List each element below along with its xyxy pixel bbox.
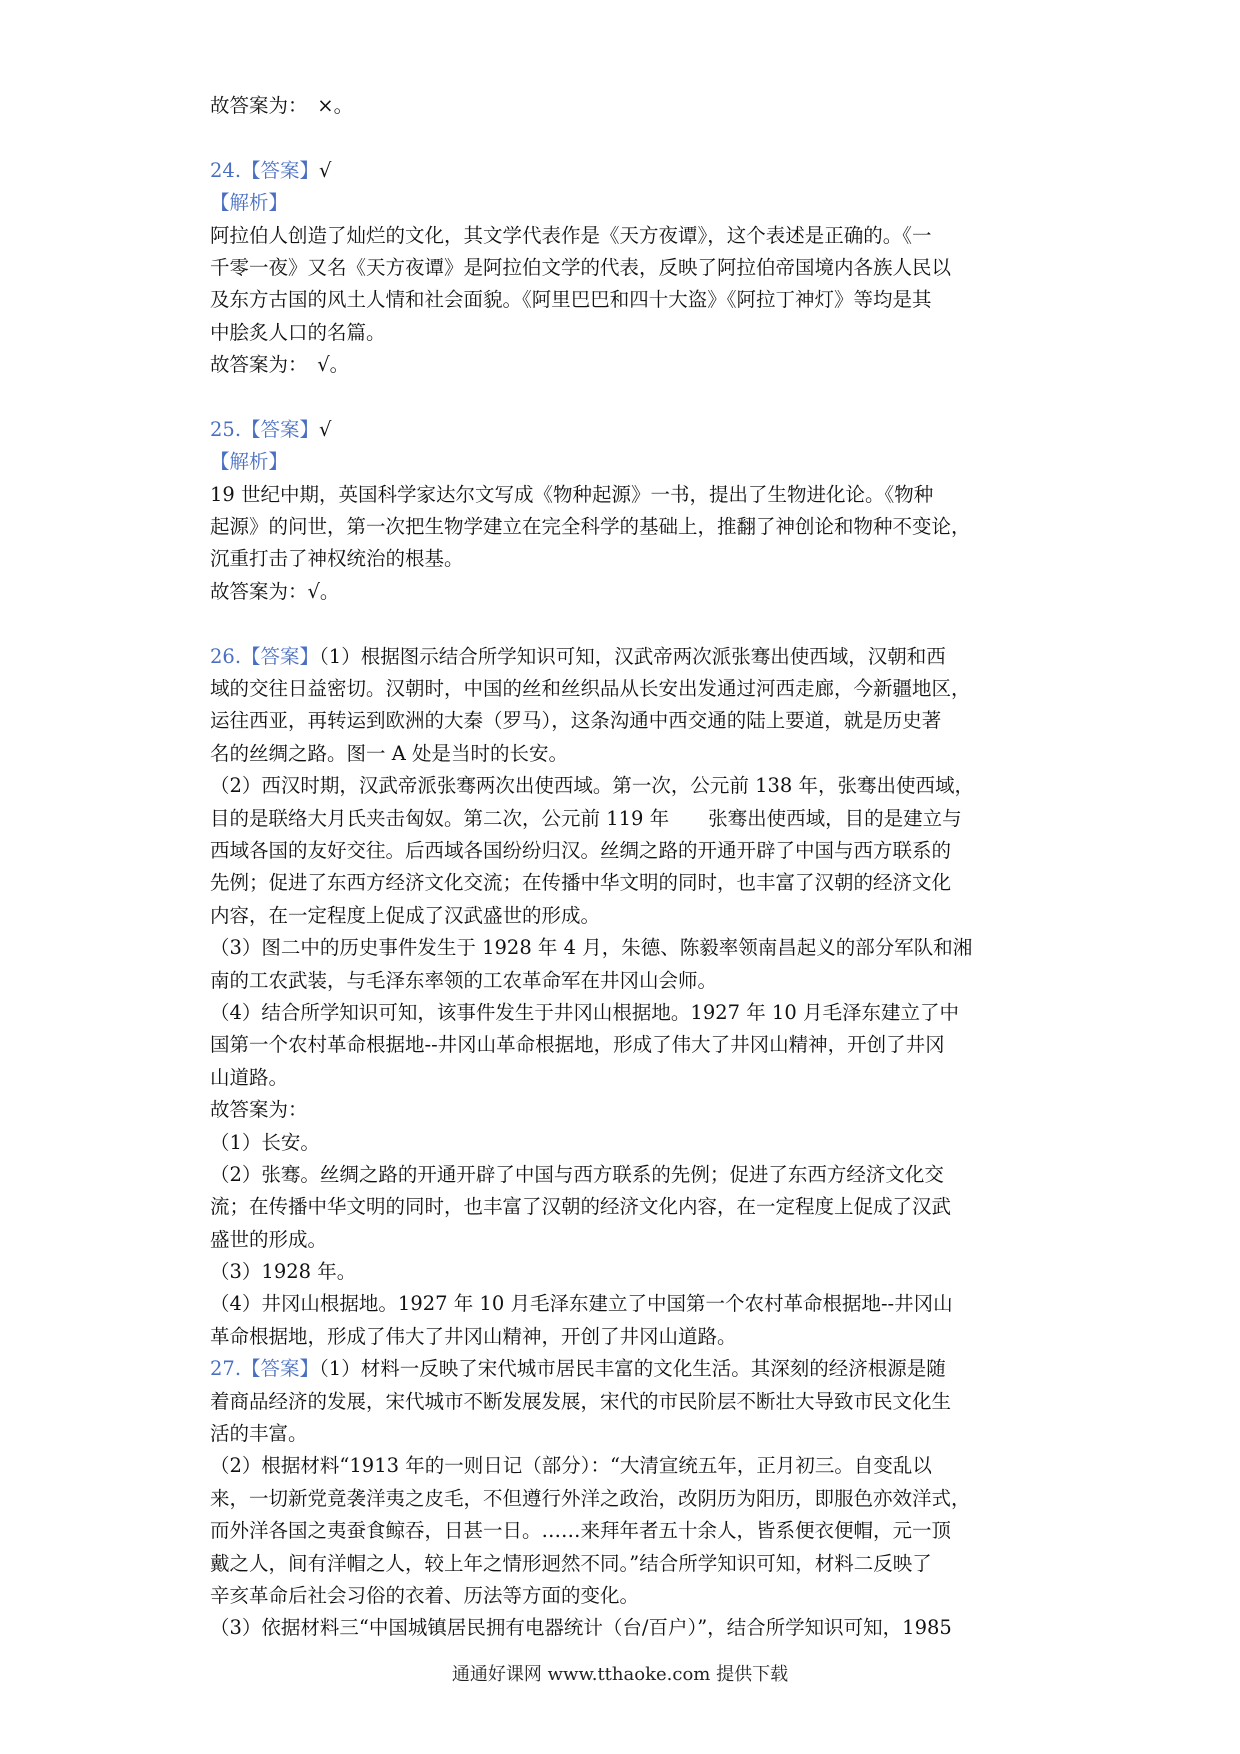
paragraph-line: （2）根据材料“1913 年的一则日记（部分）：“大清宣统五年，正月初三。自变乱以	[210, 1454, 932, 1478]
analysis-tag: 【解析】	[210, 450, 289, 474]
question-number: 24.	[210, 158, 242, 182]
paragraph-line: （2）西汉时期，汉武帝派张骞两次出使西域。第一次，公元前 138 年，张骞出使西域，	[210, 774, 975, 798]
paragraph-line: 运往西亚，再转运到欧洲的大秦（罗马），这条沟通中西交通的陆上要道，就是历史著	[210, 709, 942, 733]
answer-line: 故答案为： √。	[210, 353, 350, 377]
paragraph-line: 先例；促进了东西方经济文化交流；在传播中华文明的同时，也丰富了汉朝的经济文化	[210, 871, 952, 895]
paragraph-line: （4）井冈山根据地。1927 年 10 月毛泽东建立了中国第一个农村革命根据地--井冈山	[210, 1292, 953, 1316]
paragraph-line: 名的丝绸之路。图一 A 处是当时的长安。	[210, 741, 568, 765]
paragraph-text: （1）材料一反映了宋代城市居民丰富的文化生活。其深刻的经济根源是随	[319, 1357, 946, 1381]
q25-answer-header	[210, 414, 1040, 446]
paragraph-line: 19 世纪中期，英国科学家达尔文写成《物种起源》一书，提出了生物进化论。《物种	[210, 482, 934, 506]
answer-tag: 【答案】	[241, 1357, 320, 1381]
paragraph-line: （3）图二中的历史事件发生于 1928 年 4 月，朱德、陈毅率领南昌起义的部分军队和湘	[210, 936, 973, 960]
q26-answer-header	[210, 641, 1040, 673]
question-number: 26.	[210, 644, 242, 668]
paragraph-line: （3）1928 年。	[210, 1260, 357, 1284]
answer-line: 故答案为：	[210, 1098, 308, 1122]
paragraph-line: 中脍炙人口的名篇。	[210, 320, 386, 344]
question-number: 27.	[210, 1357, 242, 1381]
paragraph-line: （1）长安。	[210, 1130, 320, 1154]
answer-mark: √	[319, 417, 332, 441]
paragraph-line: 着商品经济的发展，宋代城市不断发展发展，宋代的市民阶层不断壮大导致市民文化生	[210, 1389, 952, 1413]
question-number: 25.	[210, 417, 242, 441]
answer-tag: 【答案】	[241, 644, 320, 668]
q24-answer-header	[210, 155, 1040, 187]
paragraph-line: 革命根据地，形成了伟大了井冈山精神，开创了井冈山道路。	[210, 1324, 737, 1348]
paragraph-line: 活的丰富。	[210, 1422, 308, 1446]
paragraph-line: 辛亥革命后社会习俗的衣着、历法等方面的变化。	[210, 1583, 640, 1607]
paragraph-line: （4）结合所学知识可知，该事件发生于井冈山根据地。1927 年 10 月毛泽东建立了中	[210, 1000, 959, 1024]
paragraph-line: 沉重打击了神权统治的根基。	[210, 547, 464, 571]
paragraph-line: （2）张骞。丝绸之路的开通开辟了中国与西方联系的先例；促进了东西方经济文化交	[210, 1162, 944, 1186]
analysis-tag: 【解析】	[210, 191, 289, 215]
paragraph-line: 千零一夜》又名《天方夜谭》是阿拉伯文学的代表，反映了阿拉伯帝国境内各族人民以	[210, 255, 952, 279]
paragraph-line: 流；在传播中华文明的同时，也丰富了汉朝的经济文化内容，在一定程度上促成了汉武	[210, 1195, 952, 1219]
paragraph-line: 起源》的问世，第一次把生物学建立在完全科学的基础上，推翻了神创论和物种不变论，	[210, 515, 971, 539]
paragraph-line: 西域各国的友好交往。后西域各国纷纷归汉。丝绸之路的开通开辟了中国与西方联系的	[210, 838, 952, 862]
paragraph-text: （1）根据图示结合所学知识可知，汉武帝两次派张骞出使西域，汉朝和西	[319, 644, 946, 668]
paragraph-line: 而外洋各国之夷蚕食鲸吞，日甚一日。……来拜年者五十余人，皆系便衣便帽，元一顶	[210, 1519, 952, 1543]
paragraph-line: 盛世的形成。	[210, 1227, 328, 1251]
paragraph-line: 阿拉伯人创造了灿烂的文化，其文学代表作是《天方夜谭》，这个表述是正确的。《一	[210, 223, 932, 247]
answer-tag: 【答案】	[241, 417, 320, 441]
paragraph-line: 域的交往日益密切。汉朝时，中国的丝和丝织品从长安出发通过河西走廊，今新疆地区，	[210, 677, 971, 701]
answer-line: 故答案为： ×。	[210, 94, 354, 117]
answer-tag: 【答案】	[241, 158, 320, 182]
paragraph-line: 及东方古国的风土人情和社会面貌。《阿里巴巴和四十大盗》《阿拉丁神灯》等均是其	[210, 288, 932, 312]
answer-mark: √	[319, 158, 332, 182]
paragraph-line: 国第一个农村革命根据地--井冈山革命根据地，形成了伟大了井冈山精神，开创了井冈	[210, 1033, 945, 1057]
answer-content	[210, 90, 1040, 1645]
paragraph-line: 戴之人，间有洋帽之人，较上年之情形迥然不同。”结合所学知识可知，材料二反映了	[210, 1551, 932, 1575]
paragraph-line: 南的工农武装，与毛泽东率领的工农革命军在井冈山会师。	[210, 968, 718, 992]
page-footer: 通通好课网 www.tthaoke.com 提供下载	[451, 1664, 789, 1685]
paragraph-line: （3）依据材料三“中国城镇居民拥有电器统计（台/百户）”，结合所学知识可知，1985	[210, 1616, 952, 1640]
paragraph-line: 目的是联络大月氏夹击匈奴。第二次，公元前 119 年 张骞出使西域，目的是建立与	[210, 806, 962, 830]
answer-line: 故答案为：√。	[210, 579, 340, 603]
q27-answer-header	[210, 1353, 1040, 1385]
paragraph-line: 内容，在一定程度上促成了汉武盛世的形成。	[210, 903, 601, 927]
paragraph-line: 来，一切新党竟袭洋夷之皮毛，不但遵行外洋之政治，改阴历为阳历，即服色亦效洋式，	[210, 1486, 971, 1510]
paragraph-line: 山道路。	[210, 1065, 289, 1089]
